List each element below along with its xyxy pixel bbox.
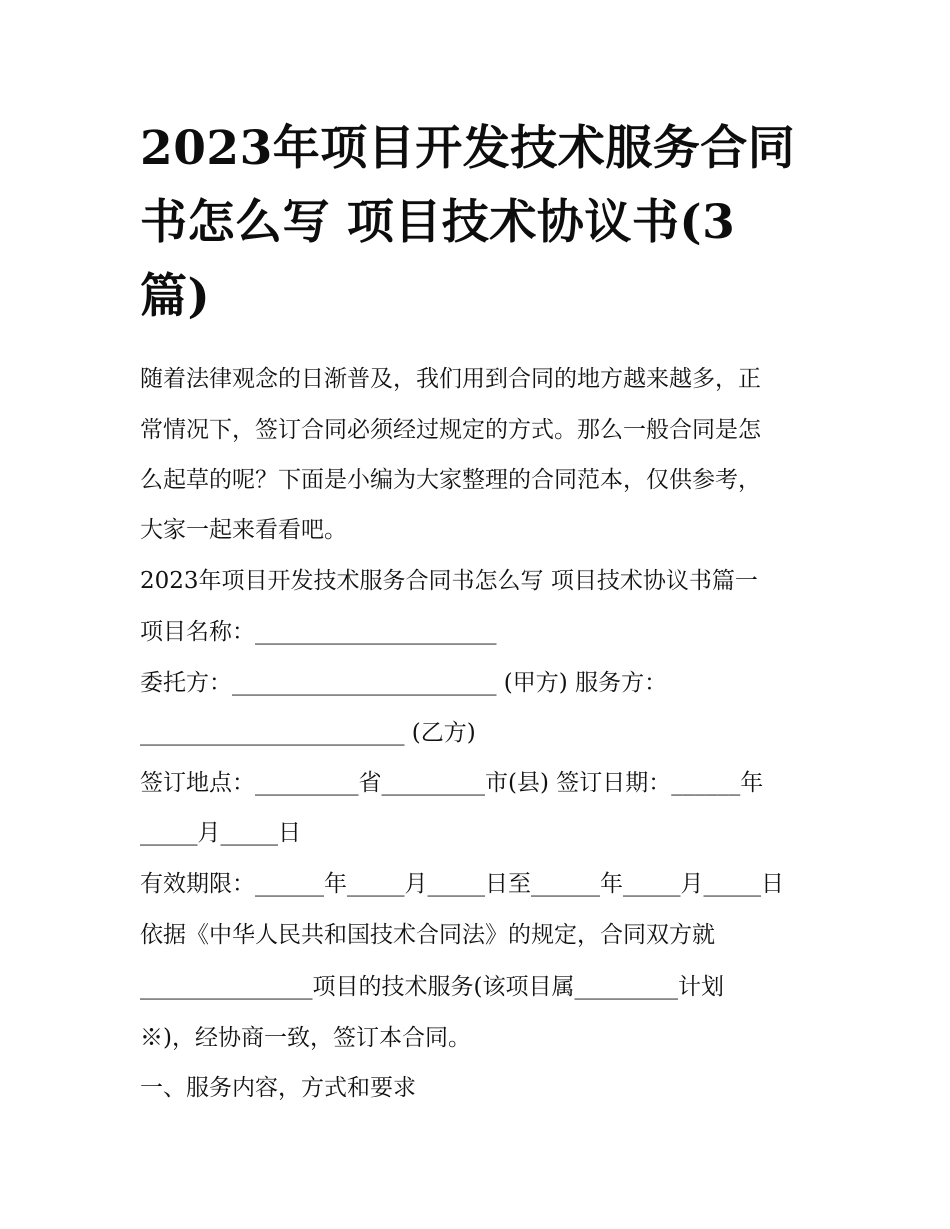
basis-line-2: _______________项目的技术服务(该项目属_________计划: [140, 974, 724, 1000]
basis-line-3: ※)，经协商一致，签订本合同。: [140, 1025, 471, 1051]
provider-field-line: _______________________ (乙方): [140, 720, 476, 746]
intro-line-3: 么起草的呢？下面是小编为大家整理的合同范本，仅供参考，: [140, 467, 761, 493]
clause-1-heading: 一、服务内容，方式和要求: [140, 1075, 416, 1101]
intro-line-4: 大家一起来看看吧。: [140, 517, 347, 543]
title-line-3: 篇): [140, 269, 211, 324]
sign-date-field-line: _____月_____日: [140, 820, 301, 846]
document-title: [140, 112, 820, 334]
title-line-1: 2023年项目开发技术服务合同: [140, 121, 796, 176]
title-line-2: 书怎么写 项目技术协议书(3: [140, 195, 736, 250]
project-name-field: 项目名称：_____________________: [140, 619, 497, 645]
sign-place-field-line: 签订地点：_________省_________市(县) 签订日期：______年: [140, 770, 764, 796]
basis-line-1: 依据《中华人民共和国技术合同法》的规定，合同双方就: [140, 922, 715, 948]
intro-line-1: 随着法律观念的日渐普及，我们用到合同的地方越来越多，正: [140, 366, 761, 392]
client-field-line: 委托方：_______________________ (甲方) 服务方：: [140, 670, 668, 696]
validity-field-line: 有效期限：______年_____月_____日至______年_____月_____日: [140, 871, 784, 897]
intro-line-2: 常情况下，签订合同必须经过规定的方式。那么一般合同是怎: [140, 417, 761, 443]
section-heading: 2023年项目开发技术服务合同书怎么写 项目技术协议书篇一: [140, 568, 758, 594]
